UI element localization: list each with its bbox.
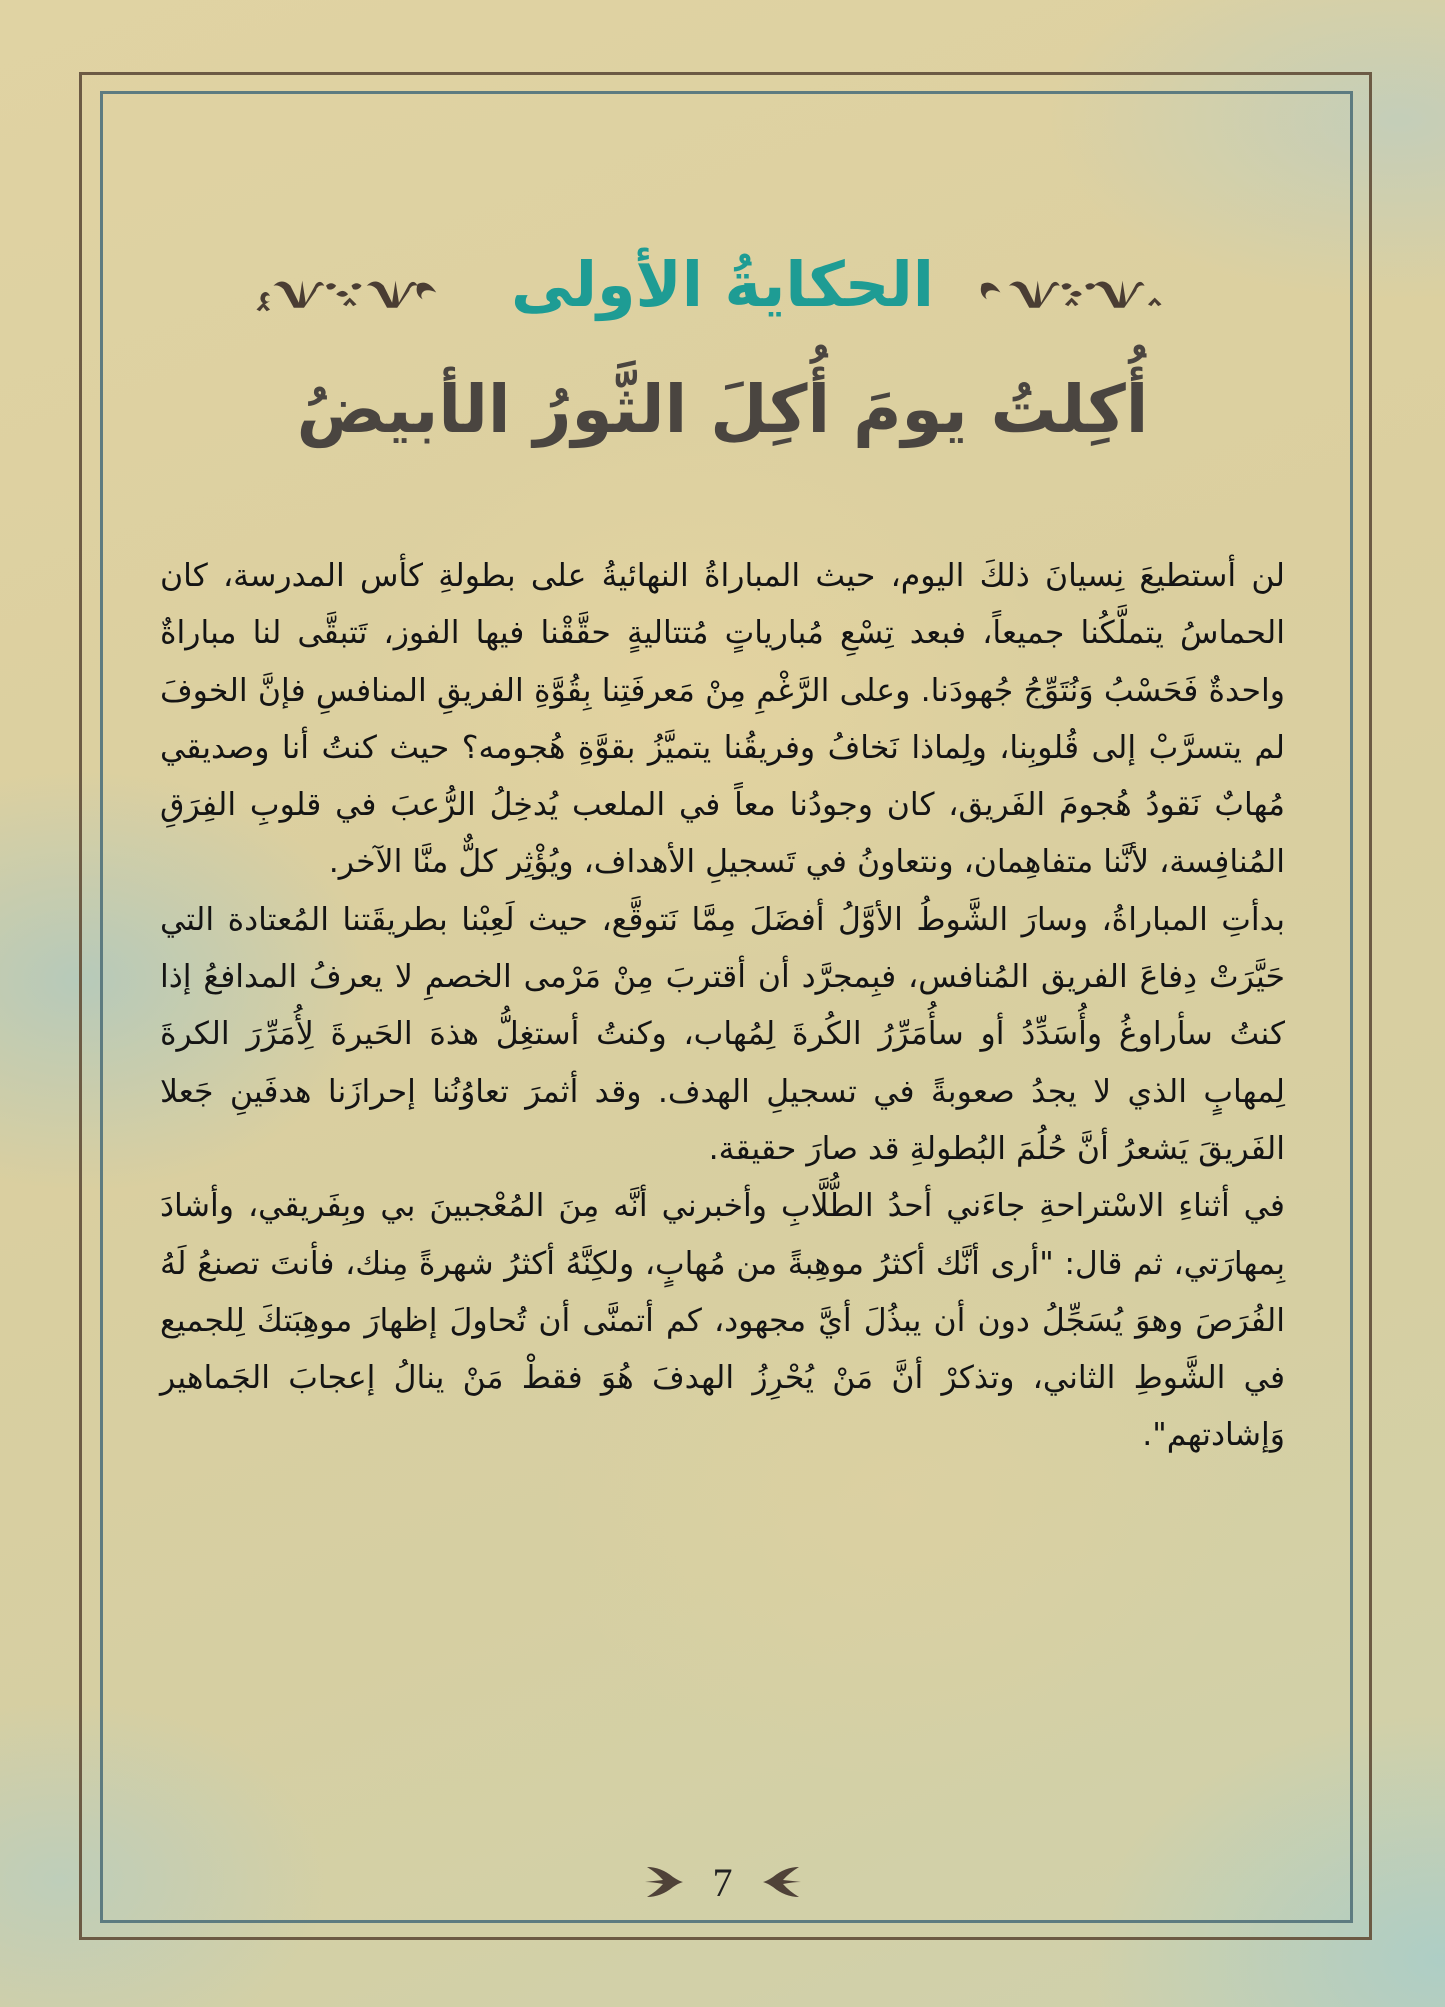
page-number: 7 (712, 1859, 733, 1905)
paragraph: لن أستطيعَ نِسيانَ ذلكَ اليوم، حيث المباراةُ النهائيةُ على بطولةِ كأس المدرسة، كان الحماسُ يتملَّكُنا جميعاً، فبعد تِسْعِ مُبارياتٍ مُتتاليةٍ حقَّقْنا فيها الفوز، تَتبقَّى لنا مباراةٌ واحدةٌ فَحَسْبُ وَنُتَوِّجُ جُهودَنا. وعلى الرَّغْمِ مِنْ مَعرفَتِنا بِقُوَّةِ الفريقِ المنافسِ فإنَّ الخوفَ لم يتسرَّبْ إلى قُلوبِنا، ولِماذا نَخافُ وفريقُنا يتميَّزُ بقوَّةِ هُجومه؟ حيث كنتُ أنا وصديقي مُهابٌ نَقودُ هُجومَ الفَريق، كان وجودُنا معاً في الملعب يُدخِلُ الرُّعبَ في قلوبِ الفِرَقِ المُنافِسة، لأنَّنا متفاهِمان، ونتعاونُ في تَسجيلِ الأهداف، ويُؤْثِر كلٌّ منَّا الآخر. (160, 558, 1285, 881)
paragraph: بدأتِ المباراةُ، وسارَ الشَّوطُ الأوَّلُ أفضَلَ مِمَّا نَتوقَّع، حيث لَعِبْنا بطريقَتنا المُعتادة التي حَيَّرَتْ دِفاعَ الفريق المُنافس، فبِمجرَّد أن أقتربَ مِنْ مَرْمى الخصمِ لا يعرفُ المدافعُ إذا كنتُ سأراوغُ وأُسَدِّدُ أو سأُمَرِّرُ الكُرةَ لِمُهاب، وكنتُ أستغِلُّ هذهَ الحَيرةَ لِأُمَرِّرَ الكرةَ لِمهابٍ الذي لا يجدُ صعوبةً في تسجيلِ الهدف. وقد أثمرَ تعاوُنُنا إحرازَنا هدفَينِ جَعلا الفَريقَ يَشعرُ أنَّ حُلُمَ البُطولةِ قد صارَ حقيقة. (160, 901, 1285, 1167)
chapter-number-heading: الحكايةُ الأولى (511, 248, 934, 321)
paragraph: في أثناءِ الاسْتراحةِ جاءَني أحدُ الطُّلَّابِ وأخبرني أنَّه مِنَ المُعْجبينَ بي وبِفَريقي، وأشادَ بِمهارَتي، ثم قال: "أرى أنَّك أكثرُ موهِبةً من مُهابٍ، ولكِنَّهُ أكثرُ شهرةً مِنك، فأنتَ تصنعُ لَهُ الفُرَصَ وهوَ يُسَجِّلُ دون أن يبذُلَ أيَّ مجهود، كم أتمنَّى أن تُحاولَ إظهارَ موهِبَتكَ لِلجميع في الشَّوطِ الثاني، وتذكرْ أنَّ مَنْ يُحْرِزُ الهدفَ هُوَ فقطْ مَنْ ينالُ إعجابَ الجَماهير وَإشادتهم". (160, 1188, 1285, 1454)
page-footer (0, 1852, 1445, 1912)
arrow-left-ornament-icon (755, 1861, 803, 1903)
story-body (160, 548, 1285, 1465)
story-title: أُكِلتُ يومَ أُكِلَ الثَّورُ الأبيضُ (296, 371, 1149, 448)
arrow-right-ornament-icon (643, 1861, 691, 1903)
